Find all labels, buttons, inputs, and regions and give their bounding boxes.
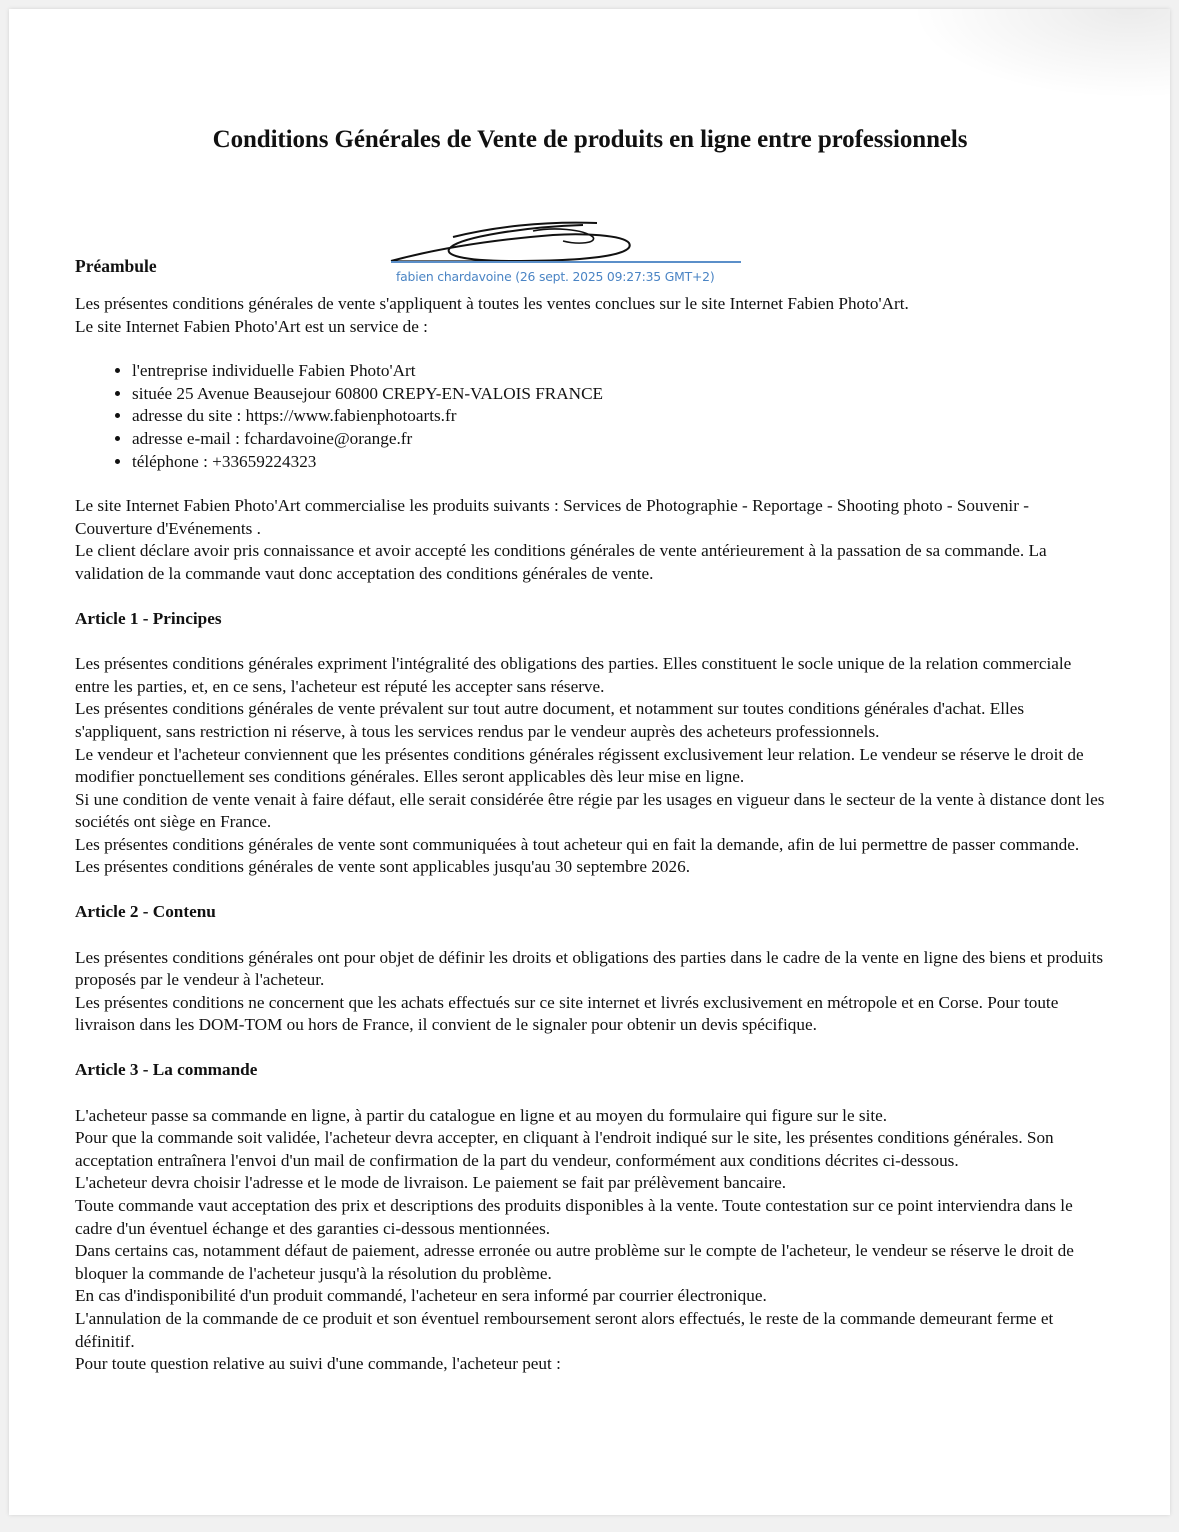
article-paragraph: Le vendeur et l'acheteur conviennent que les présentes conditions générales régissent exclusivement leur relation. Le vendeur se réserve le droit de modifier ponctuellement ses conditions générales. Elles seront applicables dès leur mise en ligne. xyxy=(75,744,1084,787)
info-item-company: • l'entreprise individuelle Fabien Photo'Art xyxy=(132,360,1105,383)
document-title: Conditions Générales de Vente de produits en ligne entre professionnels xyxy=(212,126,968,153)
article-paragraph: Si une condition de vente venait à faire défaut, elle serait considérée être régie par les usages en vigueur dans le secteur de la vente à distance dont les sociétés ont siège en France. xyxy=(75,789,1105,832)
article-paragraph: Les présentes conditions générales de vente sont applicables jusqu'au 30 septembre 2026. xyxy=(75,857,690,877)
article-paragraph: Les présentes conditions générales de vente prévalent sur tout autre document, et notamment sur toutes conditions générales d'achat. Elles s'appliquent, sans restriction ni réserve, à tous les services rendus par le vendeur auprès des acheteurs professionnels. xyxy=(75,699,1025,741)
signature-block xyxy=(383,217,743,287)
preamble-header-row xyxy=(75,155,1105,284)
article-paragraph: Pour que la commande soit validée, l'acheteur devra accepter, en cliquant à l'endroit indiqué sur le site, les présentes conditions générales. Son acceptation entraînera l'envoi d'un mail de confirmation de la part du vendeur, conformément aux conditions décrites ci-dessous. xyxy=(75,1128,1054,1170)
company-info-list xyxy=(75,360,1105,473)
article-paragraph: Les présentes conditions générales ont pour objet de définir les droits et obligations des parties dans le cadre de la vente en ligne des biens et produits proposés par le vendeur à l'acheteur. xyxy=(75,947,1104,990)
info-item-website: • adresse du site : https://www.fabienphotoarts.fr xyxy=(132,405,1105,428)
info-item-email: • adresse e-mail : fchardavoine@orange.fr xyxy=(132,428,1105,451)
article-paragraph: L'acheteur devra choisir l'adresse et le mode de livraison. Le paiement se fait par prélèvement bancaire. xyxy=(75,1173,787,1193)
article-2 xyxy=(75,901,1105,1037)
signature-line xyxy=(391,261,741,263)
article-3 xyxy=(75,1059,1105,1376)
info-item-address: • située 25 Avenue Beausejour 60800 CREPY-EN-VALOIS FRANCE xyxy=(132,383,1105,406)
article-paragraph: L'acheteur passe sa commande en ligne, à partir du catalogue en ligne et au moyen du formulaire qui figure sur le site. xyxy=(75,1105,888,1125)
article-2-heading: Article 2 - Contenu xyxy=(75,902,216,922)
handwritten-signature-icon xyxy=(383,217,643,263)
article-paragraph: Dans certains cas, notamment défaut de paiement, adresse erronée ou autre problème sur le compte de l'acheteur, le vendeur se réserve le droit de bloquer la commande de l'acheteur jusqu'à la résolution du problème. xyxy=(75,1241,1074,1283)
preamble-heading: Préambule xyxy=(75,256,157,276)
article-paragraph: En cas d'indisponibilité d'un produit commandé, l'acheteur en sera informé par courrier électronique. xyxy=(75,1286,767,1306)
article-paragraph: Les présentes conditions générales de vente sont communiquées à tout acheteur qui en fait la demande, afin de lui permettre de passer commande. xyxy=(75,834,1080,854)
article-1-heading: Article 1 - Principes xyxy=(75,608,222,628)
preamble-paragraph: Le client déclare avoir pris connaissance et avoir accepté les conditions générales de vente antérieurement à la passation de sa commande. La validation de la commande vaut donc acceptation des conditions générales de vente. xyxy=(75,541,1047,583)
article-paragraph: Toute commande vaut acceptation des prix et descriptions des produits disponibles à la vente. Toute contestation sur ce point interviendra dans le cadre d'un éventuel échange et des garanties ci-dessous mentionnées. xyxy=(75,1196,1073,1238)
preamble-intro-line: Les présentes conditions générales de vente s'appliquent à toutes les ventes conclues sur le site Internet Fabien Photo'Art. xyxy=(75,294,909,313)
article-3-heading: Article 3 - La commande xyxy=(75,1060,258,1080)
article-paragraph: Les présentes conditions générales expriment l'intégralité des obligations des parties. Elles constituent le socle unique de la relation commerciale entre les parties, et, en ce sens, l'acheteur est réputé les accepter sans réserve. xyxy=(75,654,1072,696)
article-1 xyxy=(75,608,1105,880)
page-curl-shadow xyxy=(910,9,1170,99)
signature-caption: fabien chardavoine (26 sept. 2025 09:27:35 GMT+2) xyxy=(396,269,715,284)
article-paragraph: Pour toute question relative au suivi d'une commande, l'acheteur peut : xyxy=(75,1354,561,1374)
article-paragraph: Les présentes conditions ne concernent que les achats effectués sur ce site internet et livrés exclusivement en métropole et en Corse. Pour toute livraison dans les DOM-TOM ou hors de France, il convient de le signaler pour obtenir un devis spécifique. xyxy=(75,992,1059,1035)
preamble-section xyxy=(75,293,1105,586)
article-paragraph: L'annulation de la commande de ce produit et son éventuel remboursement seront alors effectués, le reste de la commande demeurant ferme et définitif. xyxy=(75,1308,1054,1351)
info-item-phone: • téléphone : +33659224323 xyxy=(132,451,1105,474)
preamble-intro-line: Le site Internet Fabien Photo'Art est un service de : xyxy=(75,316,428,336)
preamble-paragraph: Le site Internet Fabien Photo'Art commercialise les produits suivants : Services de Photographie - Reportage - Shooting photo - Souvenir - Couverture d'Evénements . xyxy=(75,496,1029,538)
document-page xyxy=(9,9,1170,1515)
document-body xyxy=(75,119,1105,1376)
